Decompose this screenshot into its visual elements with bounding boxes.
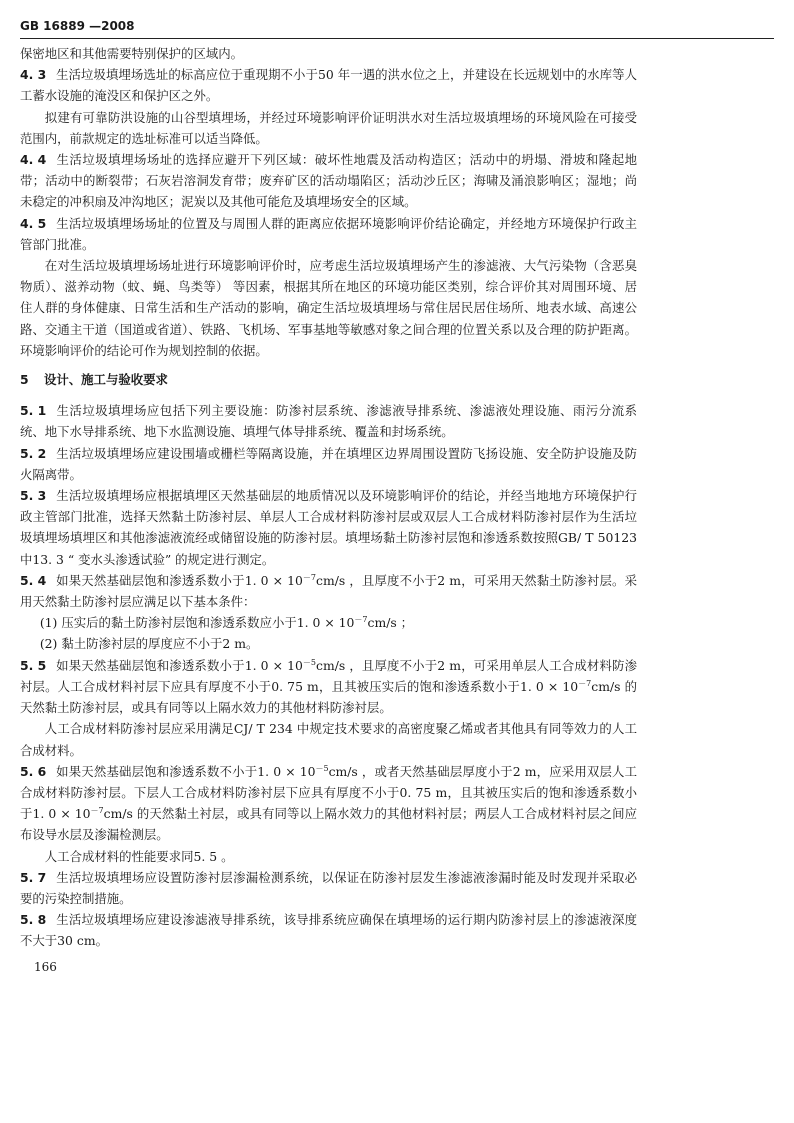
list-item: [20, 612, 637, 633]
clause-number: 5. 8: [20, 912, 47, 928]
clause-text: cm/s 的天然黏土衬层，或具有同等以上隔水效力的其他材料衬层；两层人工合成材料衬层之间应布设导水层及渗漏检测层。: [20, 806, 637, 843]
clause-number: 4. 3: [20, 67, 47, 83]
clause-text: 如果天然基础层饱和渗透系数不小于1. 0 × 10: [56, 763, 316, 779]
clause-5-7: [20, 867, 637, 909]
clause-5-5: [20, 655, 637, 719]
clause-text: 生活垃圾填埋场应建设渗滤液导排系统，该导排系统应确保在填埋场的运行期内防渗衬层上的渗滤液深度不大于30 cm。: [20, 912, 637, 949]
clause-5-1: [20, 400, 637, 442]
clause-text: 生活垃圾填埋场场址的位置及与周围人群的距离应依据环境影响评价结论确定，并经地方环境保护行政主管部门批准。: [20, 215, 637, 252]
clause-text: 生活垃圾填埋场应建设围墙或栅栏等隔离设施，并在填埋区边界周围设置防飞扬设施、安全防护设施及防火隔离带。: [20, 445, 637, 482]
exponent: －7: [90, 805, 104, 815]
clause-number: 5. 4: [20, 572, 47, 588]
clause-number: 5. 6: [20, 763, 47, 779]
paragraph: 人工合成材料防渗衬层应采用满足CJ/ T 234 中规定技术要求的高密度聚乙烯或者其他具有同等效力的人工合成材料。: [20, 721, 637, 758]
exponent: －7: [578, 678, 592, 688]
exponent: －7: [302, 572, 316, 582]
exponent: －7: [354, 615, 368, 625]
page-header: [20, 18, 774, 39]
clause-text: cm/s 的天然黏土防渗衬层，或具有同等以上隔水效力的其他材料防渗衬层。: [20, 678, 637, 716]
clause-5-8: [20, 909, 637, 951]
clause-text: 如果天然基础层饱和渗透系数小于1. 0 × 10: [56, 572, 303, 588]
list-item-text: (1) 压实后的黏土防渗衬层饱和渗透系数应小于1. 0 × 10: [39, 615, 355, 631]
clause-5-2: [20, 443, 637, 485]
clause-number: 5. 7: [20, 869, 47, 885]
clause-text: 生活垃圾填埋场场址的选择应避开下列区域：破坏性地震及活动构造区；活动中的坍塌、滑坡和隆起地带；活动中的断裂带；石灰岩溶洞发育带；废弃矿区的活动塌陷区；活动沙丘区；海啸及涌浪影响区；湿地；尚未稳定的冲积扇及冲沟地区；泥炭以及其他可能危及填埋场安全的区域。: [20, 152, 637, 210]
paragraph: 人工合成材料的性能要求同5. 5 。: [44, 848, 234, 864]
clause-5-6: [20, 761, 637, 846]
clause-text: cm/s ，或者天然基础层厚度小于2 m，应采用双层人工合成材料防渗衬层。下层人工合成材料防渗衬层下应具有厚度不小于0. 75 m，且其被压实后的饱和渗透系数小于1. 0 × 10: [20, 763, 638, 822]
clause-5-4: [20, 570, 637, 612]
section-number: 5: [20, 372, 29, 388]
exponent: －5: [315, 763, 329, 773]
clause-text: cm/s ，且厚度不小于2 m，可采用天然黏土防渗衬层。采用天然黏土防渗衬层应满足以下基本条件：: [20, 572, 638, 610]
document-body: [20, 43, 637, 952]
clause-text: 生活垃圾填埋场应设置防渗衬层渗漏检测系统，以保证在防渗衬层发生渗滤液渗漏时能及时发现并采取必要的污染控制措施。: [20, 869, 637, 906]
clause-4-5: [20, 213, 637, 255]
section-title: 设计、施工与验收要求: [44, 372, 168, 388]
paragraph: 拟建有可靠防洪设施的山谷型填埋场，并经过环境影响评价证明洪水对生活垃圾填埋场的环境风险在可接受范围内，前款规定的选址标准可以适当降低。: [20, 109, 637, 146]
paragraph: 保密地区和其他需要特别保护的区域内。: [20, 46, 244, 61]
exponent: －5: [302, 657, 316, 667]
clause-number: 4. 5: [20, 215, 47, 231]
standard-code: GB 16889 —2008: [20, 19, 135, 33]
paragraph: 在对生活垃圾填埋场场址进行环境影响评价时，应考虑生活垃圾填埋场产生的渗滤液、大气污染物（含恶臭物质）、滋养动物（蚊、蝇、鸟类等） 等因素，根据其所在地区的环境功能区类别，综合评价其对周围环境、居住人群的身体健康、日常生活和生产活动的影响，确定生活垃圾填埋场与常住居民居住场所、地表水域、高速公路、交通主干道（国道或省道）、铁路、飞机场、军事基地等敏感对象之间合理的位置关系以及合理的防护距离。环境影响评价的结论可作为规划控制的依据。: [20, 258, 637, 358]
clause-number: 5. 2: [20, 445, 47, 461]
clause-4-4: [20, 149, 637, 213]
clause-text: 如果天然基础层饱和渗透系数小于1. 0 × 10: [56, 657, 303, 673]
clause-4-3: [20, 64, 637, 106]
clause-number: 4. 4: [20, 152, 47, 168]
clause-text: 生活垃圾填埋场应包括下列主要设施：防渗衬层系统、渗滤液导排系统、渗滤液处理设施、雨污分流系统、地下水导排系统、地下水监测设施、填埋气体导排系统、覆盖和封场系统。: [20, 403, 637, 440]
clause-number: 5. 3: [20, 488, 47, 504]
clause-text: cm/s ，且厚度不小于2 m，可采用单层人工合成材料防渗衬层。人工合成材料衬层下应具有厚度不小于0. 75 m，且其被压实后的饱和渗透系数小于1. 0 × 10: [20, 657, 638, 694]
page-number: 166: [34, 960, 57, 974]
list-item: (2) 黏土防渗衬层的厚度应不小于2 m。: [39, 636, 259, 652]
clause-5-3: [20, 485, 637, 570]
clause-number: 5. 5: [20, 657, 47, 673]
section-heading: [20, 369, 637, 390]
clause-text: 生活垃圾填埋场选址的标高应位于重现期不小于50 年一遇的洪水位之上，并建设在长远规划中的水库等人工蓄水设施的淹没区和保护区之外。: [20, 67, 637, 104]
list-item-text: cm/s ；: [367, 615, 414, 631]
clause-text: 生活垃圾填埋场应根据填埋区天然基础层的地质情况以及环境影响评价的结论，并经当地地方环境保护行政主管部门批准，选择天然黏土防渗衬层、单层人工合成材料防渗衬层或双层人工合成材料防渗衬层作为生活垃圾填埋场填埋区和其他渗滤液流经或储留设施的防渗衬层。填埋场黏土防渗衬层饱和渗透系数按照GB/ T 50123 中13. 3 “ 变水头渗透试验” 的规定进行测定。: [20, 488, 637, 567]
clause-number: 5. 1: [20, 403, 47, 419]
